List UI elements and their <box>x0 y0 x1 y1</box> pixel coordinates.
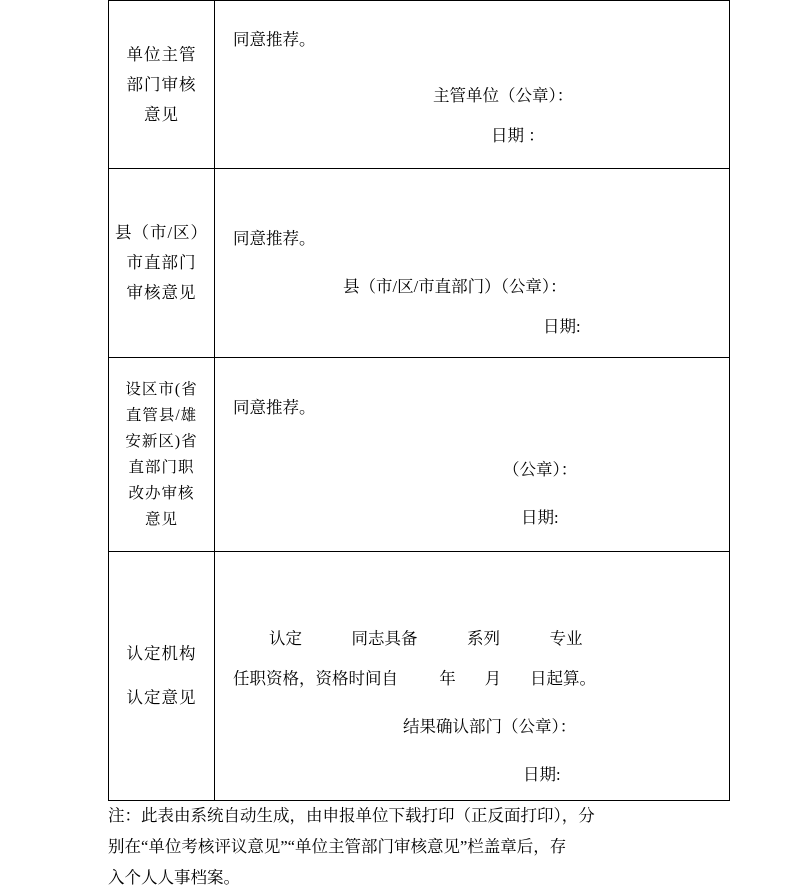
table-row <box>109 552 730 801</box>
content-line: 日期: <box>521 507 559 527</box>
label-line: 单位主管 <box>126 44 197 64</box>
label-line: 直部门职 <box>128 458 195 476</box>
footer-note <box>108 800 730 893</box>
note-line: 入个人人事档案。 <box>108 868 240 887</box>
row-label-certification-body <box>109 552 215 801</box>
table-row <box>109 1 730 169</box>
label-line: 改办审核 <box>128 484 195 502</box>
table-row <box>109 358 730 552</box>
label-line: 认定意见 <box>126 688 197 707</box>
label-line: 意见 <box>144 510 178 528</box>
note-line: 注：此表由系统自动生成，由申报单位下载打印（正反面打印），分 <box>108 806 595 825</box>
note-line: 别在“单位考核评议意见”“单位主管部门审核意见”栏盖章后，存 <box>108 837 567 856</box>
content-line: 日期: <box>523 765 561 784</box>
row-content-certification-body <box>215 552 730 801</box>
content-line: 日期: <box>543 317 581 336</box>
content-line: 县（市/区/市直部门）（公章）： <box>343 277 567 296</box>
content-line: 同意推荐。 <box>233 397 316 417</box>
content-line: 同意推荐。 <box>233 29 316 49</box>
label-line: 认定机构 <box>126 644 197 663</box>
content-line: 认定 同志具备 系列 专业 <box>269 629 583 648</box>
content-line: 日期 ： <box>491 125 545 145</box>
label-line: 意见 <box>144 104 179 124</box>
row-content-prefecture-office <box>215 358 730 552</box>
label-line: 安新区)省 <box>125 432 198 450</box>
content-line: （公章）： <box>503 459 578 479</box>
review-opinion-table <box>108 0 730 801</box>
content-line: 结果确认部门（公章）： <box>403 717 577 736</box>
row-content-county-city-district <box>215 169 730 358</box>
row-label-county-city-district <box>109 169 215 358</box>
content-line: 任职资格，资格时间自 年 月 日起算。 <box>233 669 596 688</box>
label-line: 设区市(省 <box>125 380 198 398</box>
label-line: 县（市/区） <box>114 223 209 242</box>
label-line: 审核意见 <box>126 283 197 302</box>
row-label-prefecture-office <box>109 358 215 552</box>
label-line: 直管县/雄 <box>125 406 198 424</box>
label-line: 部门审核 <box>126 74 197 94</box>
content-line: 主管单位（公章）： <box>433 85 574 105</box>
label-line: 市直部门 <box>126 253 197 272</box>
table-row <box>109 169 730 358</box>
content-line: 同意推荐。 <box>233 229 316 248</box>
row-content-supervising-department <box>215 1 730 169</box>
row-label-supervising-department <box>109 1 215 169</box>
